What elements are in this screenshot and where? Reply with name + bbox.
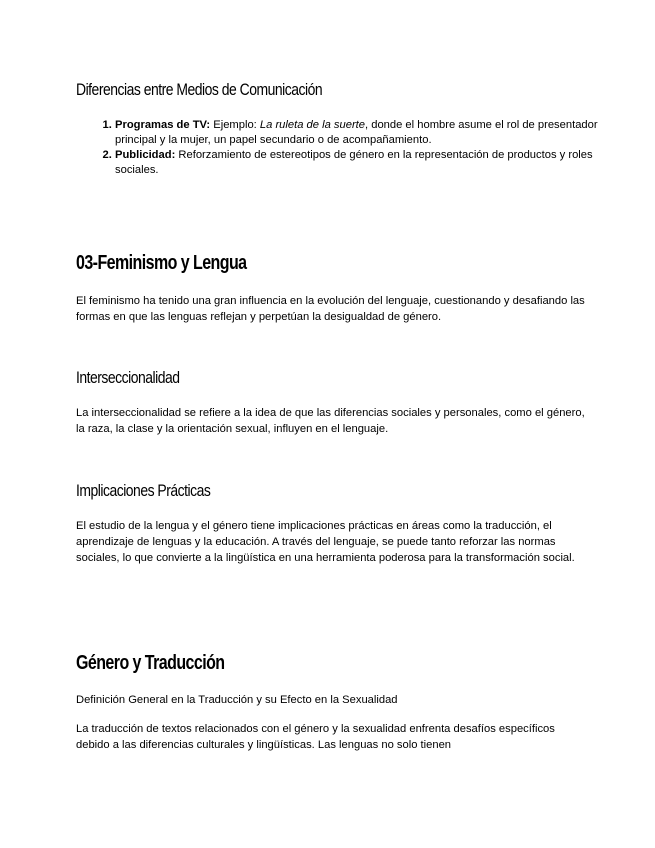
list-item <box>115 118 615 148</box>
list-item-label: Programas de TV: <box>115 119 211 131</box>
heading-traduccion: Género y Traducción <box>76 652 225 674</box>
heading-interseccionalidad: Interseccionalidad <box>76 368 180 387</box>
heading-diferencias: Diferencias entre Medios de Comunicación <box>76 80 323 99</box>
list-item-text: Ejemplo: <box>210 119 260 131</box>
list-item-italic: La ruleta de la suerte <box>259 119 365 131</box>
list-item-text: , donde el hombre asume el rol de presentador principal y la mujer, un papel secundario o de acompañamiento. <box>115 119 598 146</box>
paragraph-implicaciones: El estudio de la lengua y el género tiene implicaciones prácticas en áreas como la traducción, el aprendizaje de lenguas y la educación. A través del lenguaje, se puede tanto reforzar las normas sociales, lo que convierte a la lingüística en una herramienta poderosa para la transformación social. <box>76 520 575 564</box>
list-item-label: Publicidad: <box>115 149 176 161</box>
subheading-traduccion: Definición General en la Traducción y su Efecto en la Sexualidad <box>76 694 398 706</box>
media-differences-list <box>76 118 615 178</box>
paragraph-traduccion: La traducción de textos relacionados con el género y la sexualidad enfrenta desafíos específicos debido a las diferencias culturales y lingüísticas. Las lenguas no solo tienen <box>76 723 555 751</box>
list-item-text: Reforzamiento de estereotipos de género en la representación de productos y roles sociales. <box>115 149 593 176</box>
heading-implicaciones: Implicaciones Prácticas <box>76 481 211 500</box>
list-item <box>115 148 615 178</box>
paragraph-interseccionalidad: La interseccionalidad se refiere a la idea de que las diferencias sociales y personales, como el género, la raza, la clase y la orientación sexual, influyen en el lenguaje. <box>76 407 585 435</box>
heading-feminismo: 03-Feminismo y Lengua <box>76 252 247 274</box>
paragraph-feminismo: El feminismo ha tenido una gran influencia en la evolución del lenguaje, cuestionando y desafiando las formas en que las lenguas reflejan y perpetúan la desigualdad de género. <box>76 295 585 323</box>
